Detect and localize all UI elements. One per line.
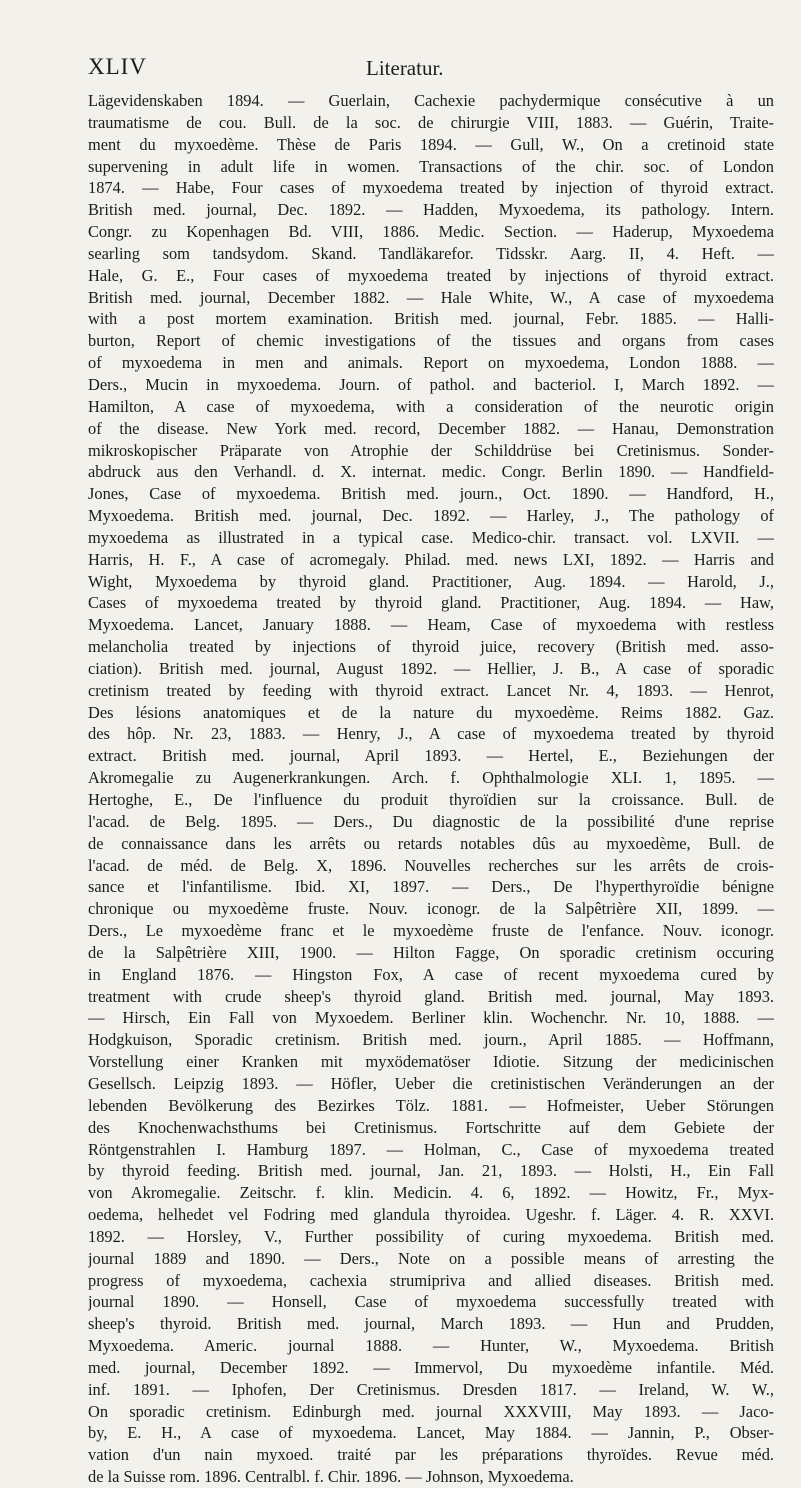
text-line: ciation). British med. journal, August 1892. — Hellier, J. B., A case of sporadic	[88, 658, 774, 678]
text-line: by, E. H., A case of myxoedema. Lancet, May 1884. — Jannin, P., Obser-	[88, 1423, 774, 1443]
text-line: cretinism treated by feeding with thyroid extract. Lancet Nr. 4, 1893. — Henrot,	[88, 680, 774, 700]
text-line: de la Salpêtrière XIII, 1900. — Hilton Fagge, On sporadic cretinism occuring	[88, 942, 774, 962]
text-line: Hertoghe, E., De l'influence du produit thyroïdien sur la croissance. Bull. de	[88, 790, 774, 809]
text-line: ment du myxoedème. Thèse de Paris 1894. — Gull, W., On a cretinoid state	[88, 134, 774, 154]
text-line: de la Suisse rom. 1896. Centralbl. f. Chir. 1896. — Johnson, Myxoedema.	[88, 1467, 574, 1487]
text-line: of myxoedema in men and animals. Report on myxoedema, London 1888. —	[88, 353, 774, 373]
text-line: Harris, H. F., A case of acromegaly. Philad. med. news LXI, 1892. — Harris and	[88, 549, 774, 569]
text-line: l'acad. de méd. de Belg. X, 1896. Nouvelles recherches sur les arrêts de crois-	[88, 855, 774, 875]
text-line: sheep's thyroid. British med. journal, March 1893. — Hun and Prudden,	[88, 1314, 774, 1334]
text-line: Akromegalie zu Augenerkrankungen. Arch. f. Ophthalmologie XLI. 1, 1895. —	[88, 768, 774, 788]
text-line: Myxoedema. British med. journal, Dec. 1892. — Harley, J., The pathology of	[88, 506, 774, 526]
text-line: chronique ou myxoedème fruste. Nouv. iconogr. de la Salpêtrière XII, 1899. —	[88, 899, 774, 919]
text-line: burton, Report of chemic investigations of the tissues and organs from cases	[88, 331, 774, 351]
text-line: British med. journal, December 1882. — Hale White, W., A case of myxoedema	[88, 287, 774, 307]
text-line: Vorstellung einer Kranken mit myxödematöser Idiotie. Sitzung der medicinischen	[88, 1052, 774, 1072]
text-line: supervening in adult life in women. Transactions of the chir. soc. of London	[88, 156, 774, 176]
text-line: searling som tandsydom. Skand. Tandläkarefor. Tidsskr. Aarg. II, 4. Heft. —	[88, 243, 774, 263]
text-line: Wight, Myxoedema by thyroid gland. Practitioner, Aug. 1894. — Harold, J.,	[88, 571, 774, 591]
text-line: Jones, Case of myxoedema. British med. journ., Oct. 1890. — Handford, H.,	[88, 484, 774, 504]
text-line: by thyroid feeding. British med. journal, Jan. 21, 1893. — Holsti, H., Ein Fall	[88, 1161, 774, 1181]
text-line: oedema, helhedet vel Fodring med glandula thyroidea. Ugeshr. f. Läger. 4. R. XXVI.	[88, 1205, 774, 1225]
text-line: abdruck aus den Verhandl. d. X. internat. medic. Congr. Berlin 1890. — Handfield-	[88, 462, 774, 482]
text-line: med. journal, December 1892. — Immervol, Du myxoedème infantile. Méd.	[88, 1357, 774, 1377]
text-line: — Hirsch, Ein Fall von Myxoedem. Berliner klin. Wochenchr. Nr. 10, 1888. —	[88, 1008, 774, 1028]
text-line: sance et l'infantilisme. Ibid. XI, 1897. — Ders., De l'hyperthyroïdie bénigne	[88, 877, 774, 897]
text-line: mikroskopischer Präparate von Atrophie der Schilddrüse bei Cretinismus. Sonder-	[88, 440, 774, 460]
text-line: Röntgenstrahlen I. Hamburg 1897. — Holman, C., Case of myxoedema treated	[88, 1139, 774, 1159]
text-line: Cases of myxoedema treated by thyroid gland. Practitioner, Aug. 1894. — Haw,	[88, 593, 774, 613]
text-line: Ders., Le myxoedème franc et le myxoedème fruste de l'enfance. Nouv. iconogr.	[88, 921, 774, 941]
text-line: Ders., Mucin in myxoedema. Journ. of pathol. and bacteriol. I, March 1892. —	[88, 374, 774, 394]
text-line: des hôp. Nr. 23, 1883. — Henry, J., A case of myxoedema treated by thyroid	[88, 724, 774, 744]
bibliography-text	[88, 90, 774, 1488]
text-line: On sporadic cretinism. Edinburgh med. journal XXXVIII, May 1893. — Jaco-	[88, 1401, 774, 1421]
text-line: de connaissance dans les arrêts ou retards notables dûs au myxoedème, Bull. de	[88, 833, 774, 853]
text-line: British med. journal, Dec. 1892. — Hadden, Myxoedema, its pathology. Intern.	[88, 200, 774, 220]
text-line: journal 1890. — Honsell, Case of myxoedema successfully treated with	[88, 1292, 774, 1312]
text-line: des Knochenwachsthums bei Cretinismus. Fortschritte auf dem Gebiete der	[88, 1117, 774, 1137]
text-line: Myxoedema. Lancet, January 1888. — Heam, Case of myxoedema with restless	[88, 615, 774, 635]
text-line: Lägevidenskaben 1894. — Guerlain, Cachexie pachydermique consécutive à un	[88, 91, 774, 110]
text-line: 1892. — Horsley, V., Further possibility of curing myxoedema. British med.	[88, 1226, 774, 1246]
text-line: in England 1876. — Hingston Fox, A case of recent myxoedema cured by	[88, 964, 774, 984]
text-line: extract. British med. journal, April 1893. — Hertel, E., Beziehungen der	[88, 746, 774, 766]
text-line: journal 1889 and 1890. — Ders., Note on a possible means of arresting the	[88, 1248, 774, 1268]
text-line: progress of myxoedema, cachexia strumipriva and allied diseases. British med.	[88, 1270, 774, 1290]
text-line: Hodgkuison, Sporadic cretinism. British med. journ., April 1885. — Hoffmann,	[88, 1030, 774, 1050]
text-line: lebenden Bevölkerung des Bezirkes Tölz. 1881. — Hofmeister, Ueber Störungen	[88, 1095, 774, 1115]
text-line: vation d'un nain myxoed. traité par les préparations thyroïdes. Revue méd.	[88, 1445, 774, 1465]
text-line: inf. 1891. — Iphofen, Der Cretinismus. Dresden 1817. — Ireland, W. W.,	[88, 1379, 774, 1399]
text-line: of the disease. New York med. record, December 1882. — Hanau, Demonstration	[88, 418, 774, 438]
page-header	[88, 54, 761, 84]
text-line: traumatisme de cou. Bull. de la soc. de chirurgie VIII, 1883. — Guérin, Traite-	[88, 112, 774, 132]
text-line: melancholia treated by injections of thyroid juice, recovery (British med. asso-	[88, 637, 774, 657]
text-line: 1874. — Habe, Four cases of myxoedema treated by injection of thyroid extract.	[88, 178, 774, 198]
page-number: XLIV	[88, 54, 147, 79]
text-line: von Akromegalie. Zeitschr. f. klin. Medicin. 4. 6, 1892. — Howitz, Fr., Myx-	[88, 1183, 774, 1203]
text-line: Hamilton, A case of myxoedema, with a consideration of the neurotic origin	[88, 396, 774, 416]
running-title: Literatur.	[366, 56, 444, 80]
text-line: Myxoedema. Americ. journal 1888. — Hunter, W., Myxoedema. British	[88, 1336, 774, 1356]
text-line: myxoedema as illustrated in a typical case. Medico-chir. transact. vol. LXVII. —	[88, 527, 774, 547]
text-line: Des lésions anatomiques et de la nature du myxoedème. Reims 1882. Gaz.	[88, 702, 774, 722]
text-line: with a post mortem examination. British med. journal, Febr. 1885. — Halli-	[88, 309, 774, 329]
text-line: Congr. zu Kopenhagen Bd. VIII, 1886. Medic. Section. — Haderup, Myxoedema	[88, 222, 774, 242]
text-line: Gesellsch. Leipzig 1893. — Höfler, Ueber die cretinistischen Veränderungen an der	[88, 1073, 774, 1093]
text-line: Hale, G. E., Four cases of myxoedema treated by injections of thyroid extract.	[88, 265, 774, 285]
text-line: treatment with crude sheep's thyroid gland. British med. journal, May 1893.	[88, 986, 774, 1006]
text-line: l'acad. de Belg. 1895. — Ders., Du diagnostic de la possibilité d'une reprise	[88, 811, 774, 831]
